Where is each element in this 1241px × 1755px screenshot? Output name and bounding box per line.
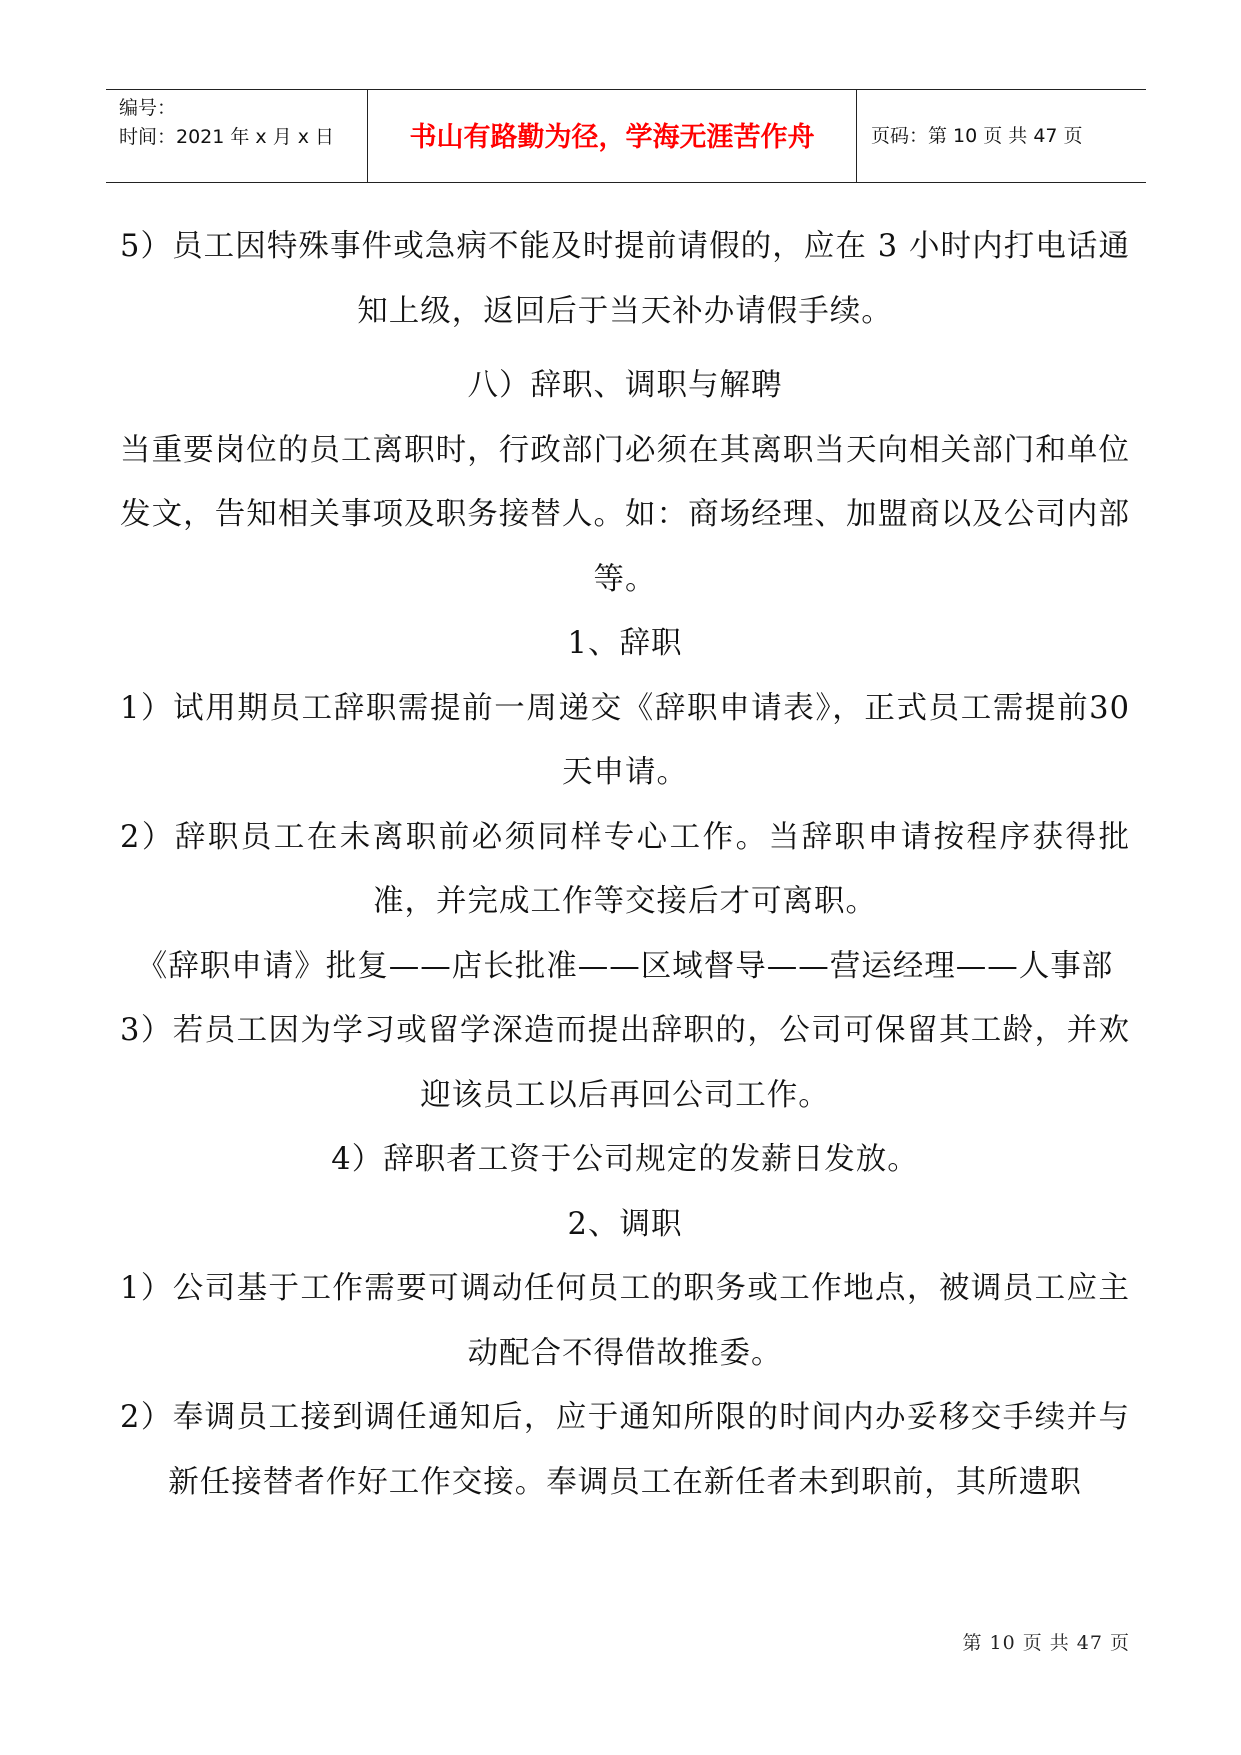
paragraph-study-resignation: 3）若员工因为学习或留学深造而提出辞职的，公司可保留其工龄，并欢迎该员工以后再回公司工作。 (120, 1013, 1130, 1113)
paragraph-approval-flow: 《辞职申请》批复——店长批准——区域督导——营运经理——人事部 (136, 948, 1114, 984)
subheading-transfer: 2、调职 (567, 1206, 683, 1242)
document-time: 时间：2021 年 x 月 x 日 (119, 126, 335, 148)
subheading-resignation: 1、辞职 (567, 626, 683, 661)
paragraph-resignation-notice: 1）试用期员工辞职需提前一周递交《辞职申请表》，正式员工需提前30 天申请。 (120, 690, 1130, 790)
page-footer-number: 第 10 页 共 47 页 (962, 1632, 1130, 1654)
paragraph-transfer-handover: 2）奉调员工接到调任通知后，应于通知所限的时间内办妥移交手续并与新任接替者作好工作交接。奉调员工在新任者未到职前，其所遗职 (120, 1400, 1130, 1500)
page-header (106, 89, 1146, 183)
header-motto: 书山有路勤为径，学海无涯苦作舟 (368, 90, 857, 182)
section-heading-resignation-transfer-dismissal: 八）辞职、调职与解聘 (467, 368, 783, 403)
header-meta (106, 90, 368, 182)
document-body (120, 215, 1130, 1515)
document-number-label: 编号： (119, 97, 177, 119)
paragraph-resignation-work: 2）辞职员工在未离职前必须同样专心工作。当辞职申请按程序获得批准，并完成工作等交接后才可离职。 (120, 819, 1130, 919)
header-page-info: 页码：第 10 页 共 47 页 (871, 124, 1083, 147)
paragraph-key-position-leave: 当重要岗位的员工离职时，行政部门必须在其离职当天向相关部门和单位发文，告知相关事项及职务接替人。如：商场经理、加盟商以及公司内部等。 (120, 432, 1130, 597)
paragraph-transfer-cooperation: 1）公司基于工作需要可调动任何员工的职务或工作地点，被调员工应主动配合不得借故推委。 (120, 1271, 1130, 1371)
paragraph-sick-leave: 5）员工因特殊事件或急病不能及时提前请假的，应在 3 小时内打电话通知上级，返回后于当天补办请假手续。 (120, 229, 1130, 329)
paragraph-salary-payment: 4）辞职者工资于公司规定的发薪日发放。 (331, 1142, 919, 1177)
